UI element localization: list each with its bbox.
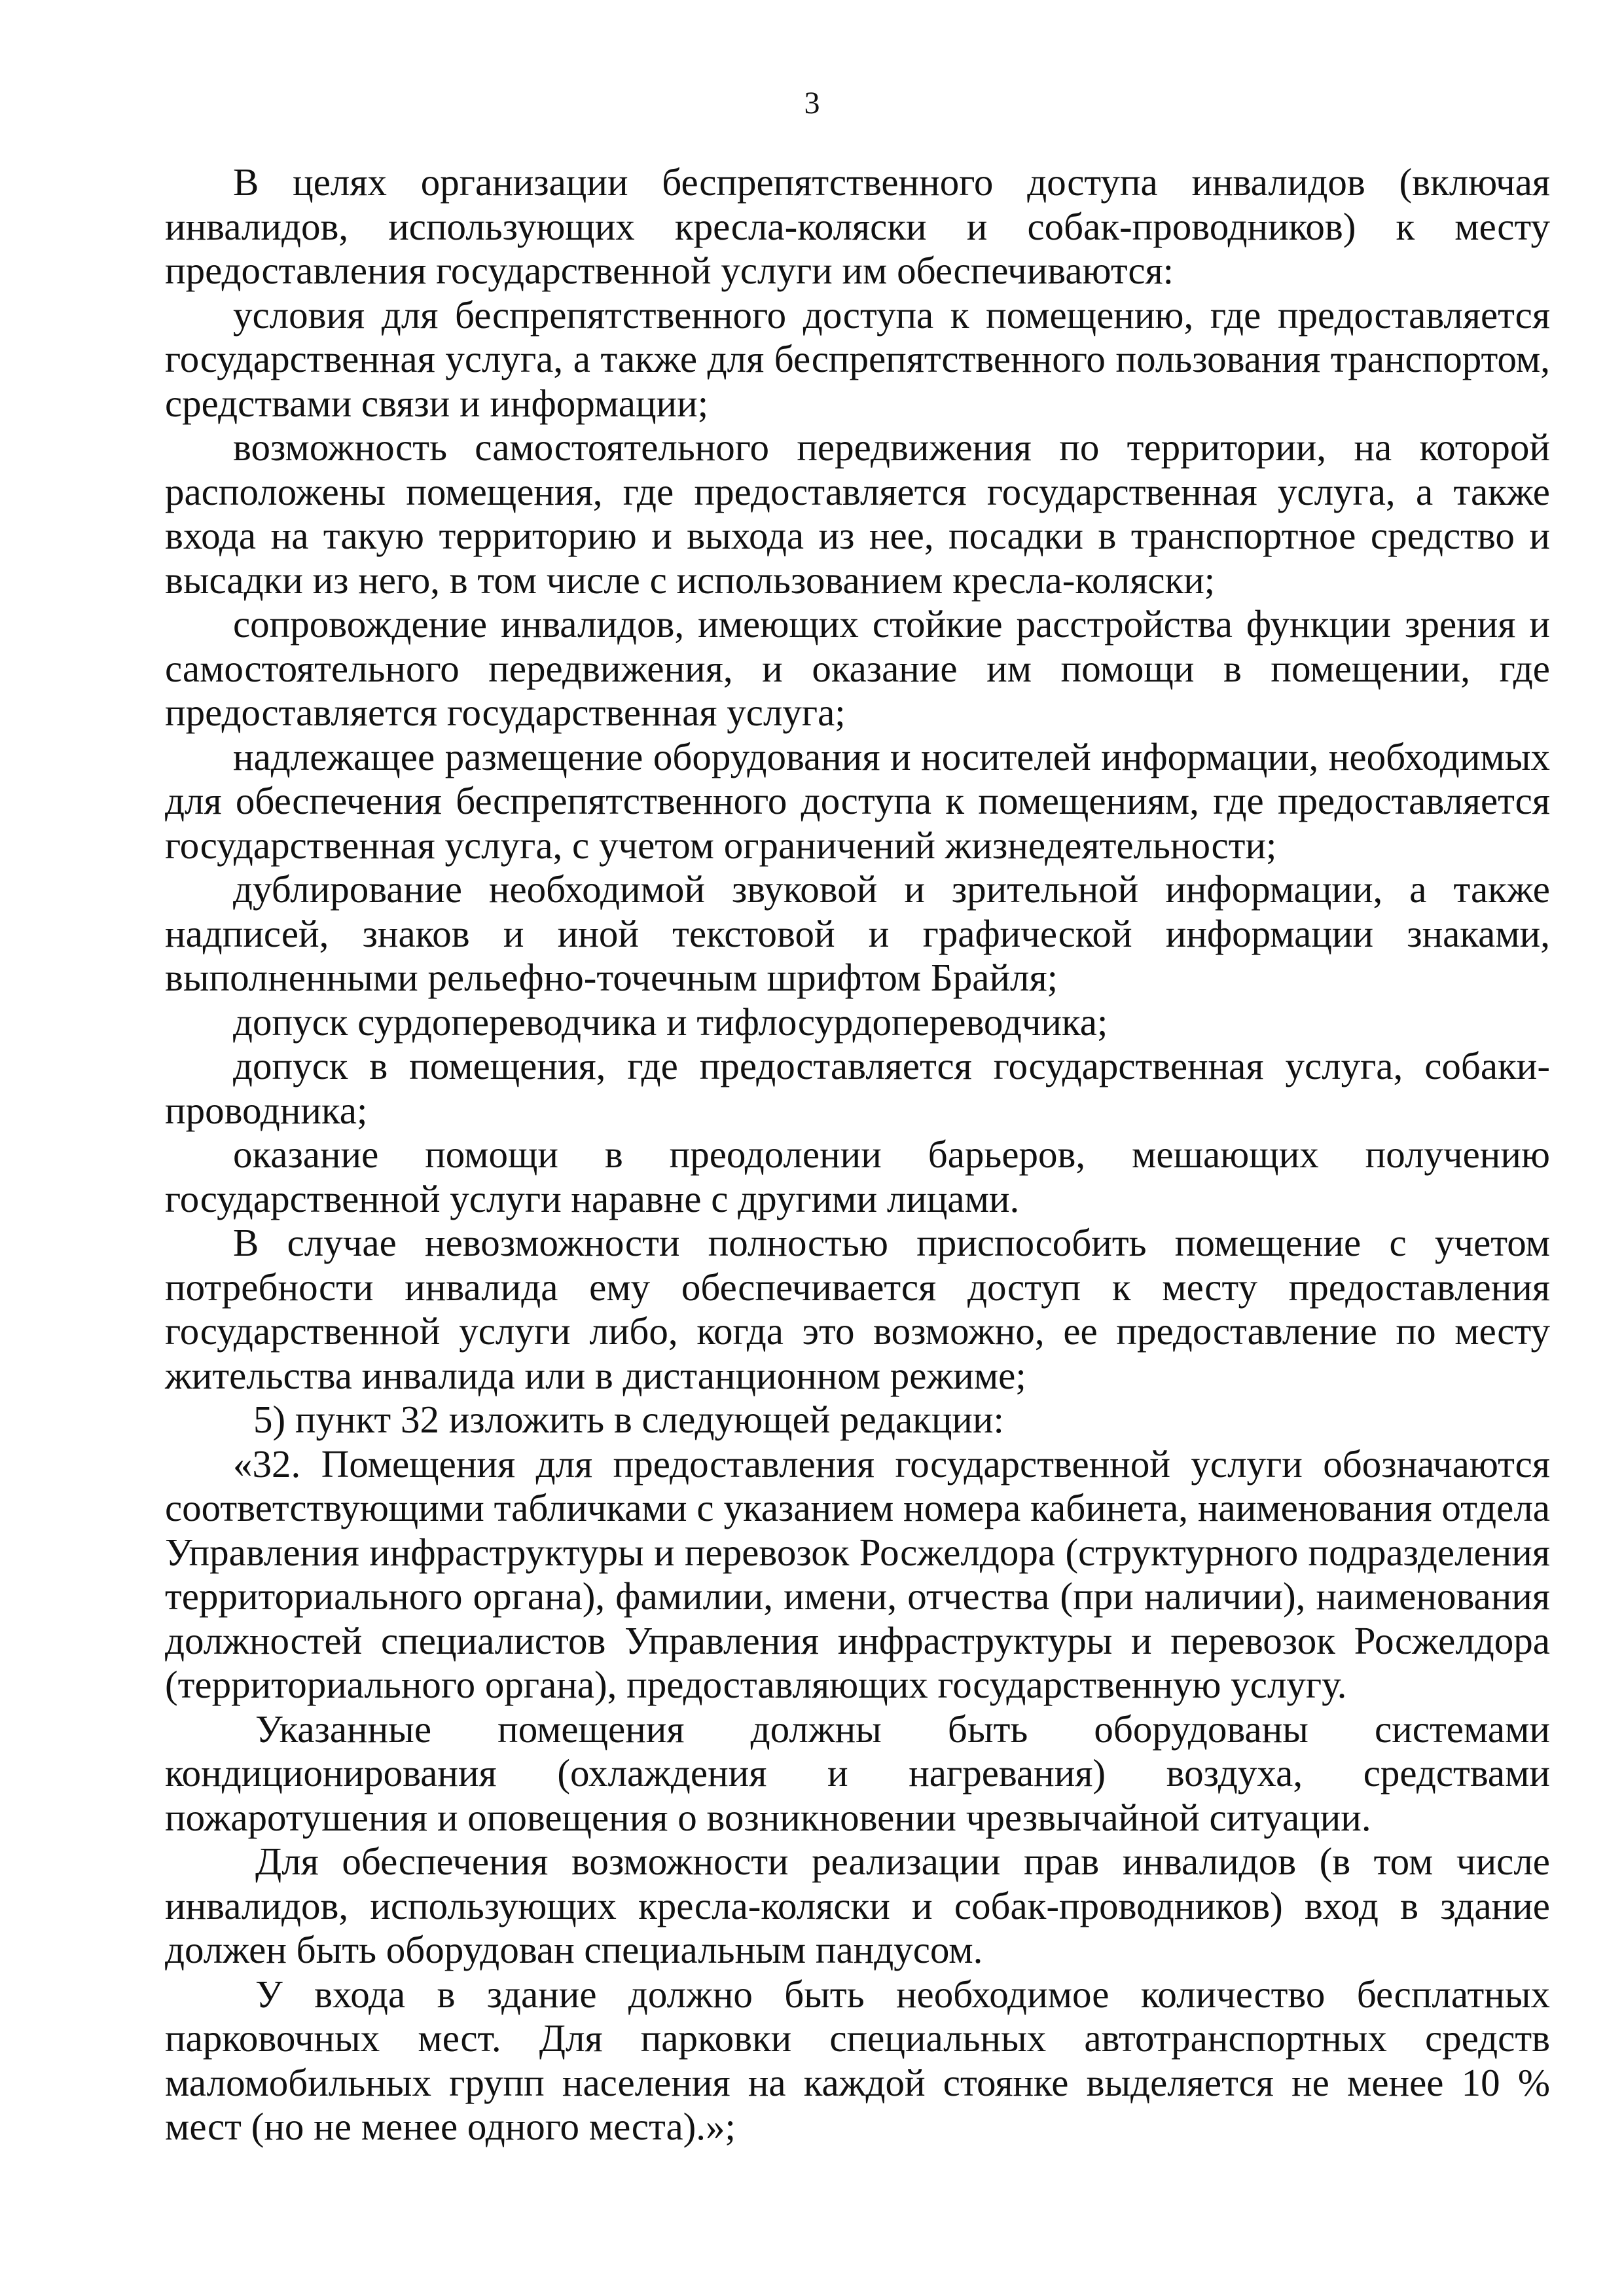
paragraph-barrier-assistance: оказание помощи в преодолении барьеров, мешающих получению государственной услуги наравне с другими лицами. bbox=[165, 1133, 1550, 1220]
paragraph-guide-dog: допуск в помещения, где предоставляется государственная услуга, собаки-проводника; bbox=[165, 1044, 1550, 1132]
paragraph-intro: В целях организации беспрепятственного доступа инвалидов (включая инвалидов, использующих кресла-коляски и собак-проводников) к месту предоставления государственной услуги им обеспечиваются: bbox=[165, 160, 1550, 292]
paragraph-premises-equipment: Указанные помещения должны быть оборудованы системами кондиционирования (охлаждения и нагревания) воздуха, средствами пожаротушения и оповещения о возникновении чрезвычайной ситуации. bbox=[165, 1707, 1550, 1839]
paragraph-impossibility-case: В случае невозможности полностью приспособить помещение с учетом потребности инвалида ему обеспечивается доступ к месту предоставления государственной услуги либо, когда это возможно, ее предоставление по месту жительства инвалида или в дистанционном режиме; bbox=[165, 1221, 1550, 1397]
paragraph-escort: сопровождение инвалидов, имеющих стойкие расстройства функции зрения и самостоятельного передвижения, и оказание им помощи в помещении, где предоставляется государственная услуга; bbox=[165, 602, 1550, 734]
paragraph-braille-duplication: дублирование необходимой звуковой и зрительной информации, а также надписей, знаков и иной текстовой и графической информации знаками, выполненными рельефно-точечным шрифтом Брайля; bbox=[165, 867, 1550, 999]
paragraph-item-5: 5) пункт 32 изложить в следующей редакции: bbox=[253, 1398, 1004, 1441]
page-number: 3 bbox=[804, 86, 820, 120]
paragraph-sign-interpreter: допуск сурдопереводчика и тифлосурдопереводчика; bbox=[233, 1000, 1108, 1044]
paragraph-clause-32: «32. Помещения для предоставления государственной услуги обозначаются соответствующими табличками с указанием номера кабинета, наименования отдела Управления инфраструктуры и перевозок Росжелдора (структурного подразделения территориального органа), фамилии, имени, отчества (при наличии), наименования должностей специалистов Управления инфраструктуры и перевозок Росжелдора (территориального органа), предоставляющих государственную услугу. bbox=[165, 1442, 1550, 1706]
document-body bbox=[165, 160, 1550, 2149]
paragraph-ramp: Для обеспечения возможности реализации прав инвалидов (в том числе инвалидов, использующих кресла-коляски и собак-проводников) вход в здание должен быть оборудован специальным пандусом. bbox=[165, 1840, 1550, 1971]
paragraph-parking: У входа в здание должно быть необходимое количество бесплатных парковочных мест. Для парковки специальных автотранспортных средств маломобильных групп населения на каждой стоянке выделяется не менее 10 % мест (но не менее одного места).»; bbox=[165, 1972, 1550, 2148]
paragraph-equipment-placement: надлежащее размещение оборудования и носителей информации, необходимых для обеспечения беспрепятственного доступа к помещениям, где предоставляется государственная услуга, с учетом ограничений жизнедеятельности; bbox=[165, 735, 1550, 867]
paragraph-independent-movement: возможность самостоятельного передвижения по территории, на которой расположены помещения, где предоставляется государственная услуга, а также входа на такую территорию и выхода из нее, посадки в транспортное средство и высадки из него, в том числе с использованием кресла-коляски; bbox=[165, 426, 1550, 602]
paragraph-access-conditions: условия для беспрепятственного доступа к помещению, где предоставляется государственная услуга, а также для беспрепятственного пользования транспортом, средствами связи и информации; bbox=[165, 293, 1550, 425]
